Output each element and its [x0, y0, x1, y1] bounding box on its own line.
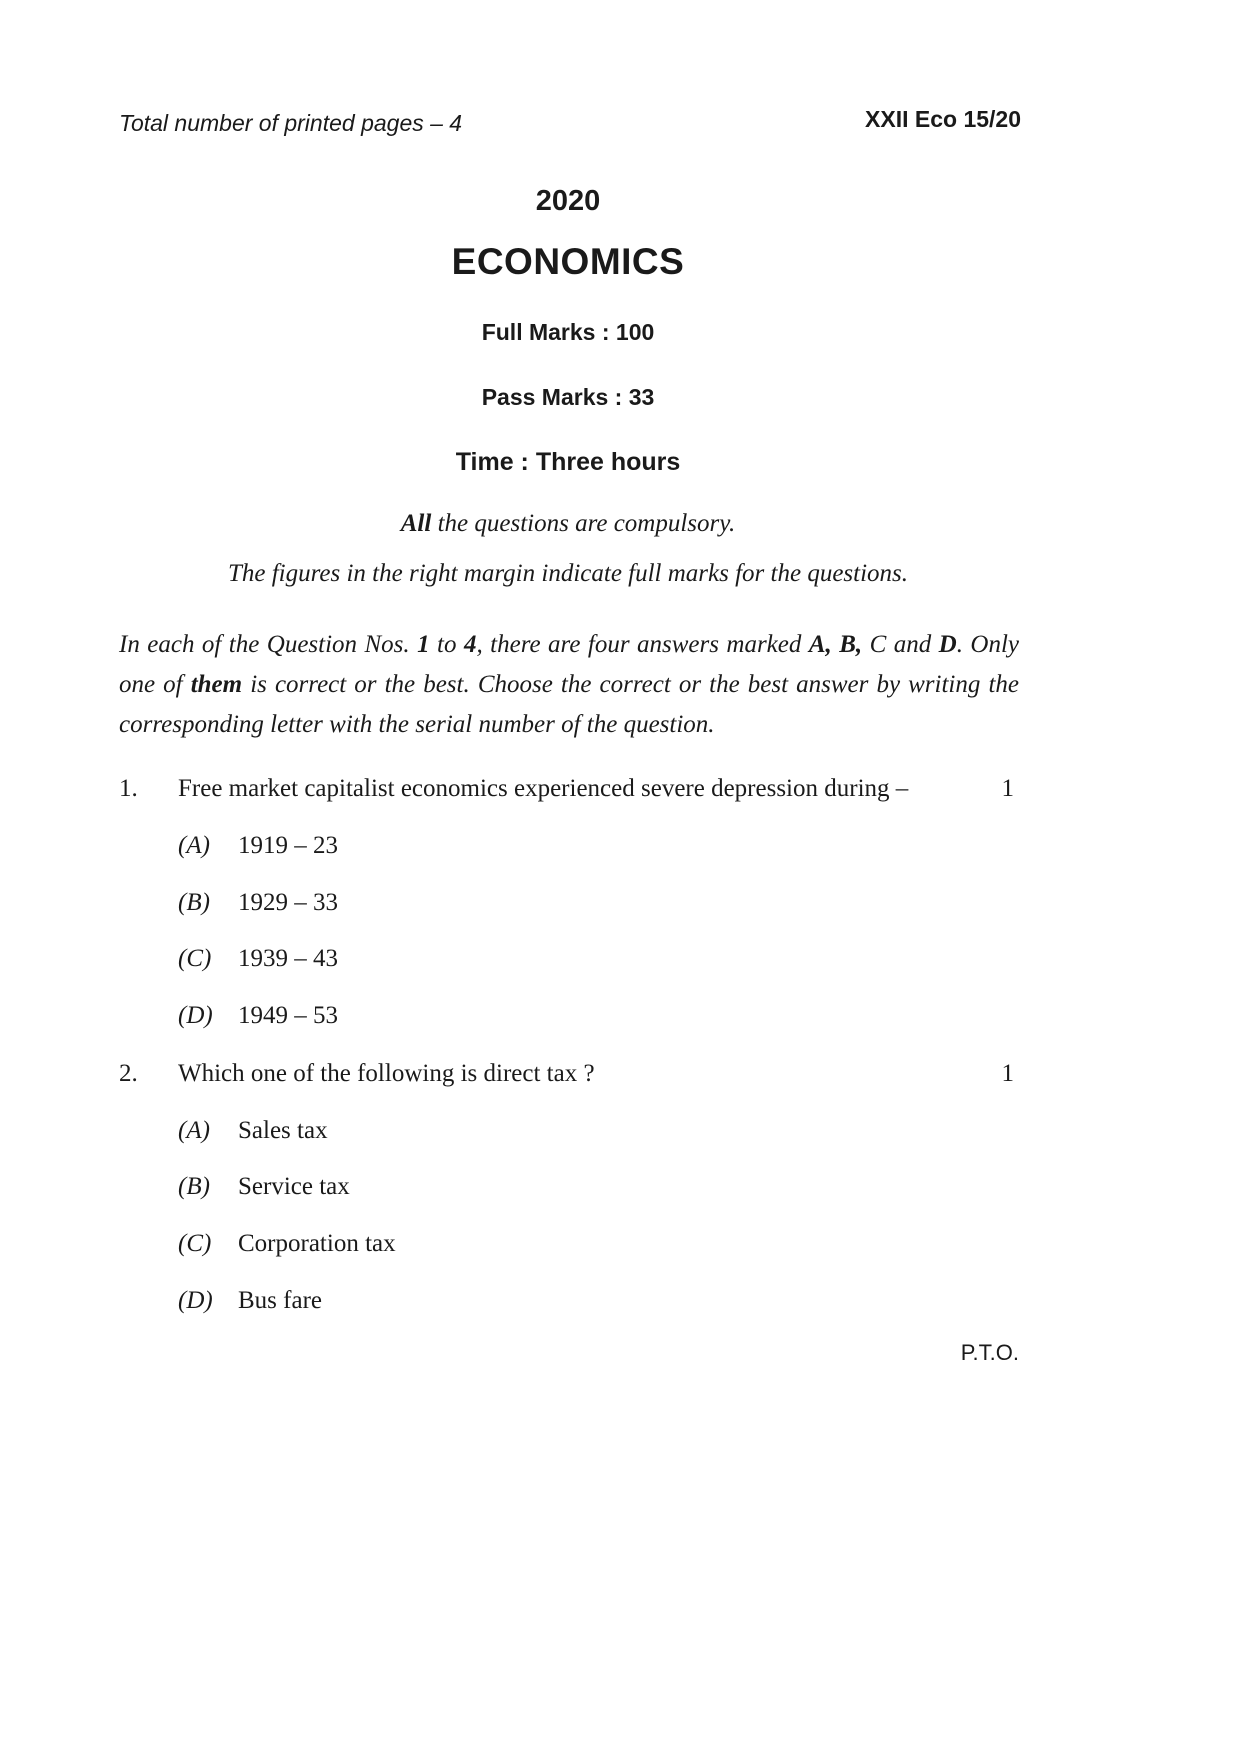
full-marks: Full Marks : 100	[481, 319, 655, 345]
instr-text: , there are four answers marked	[476, 631, 809, 658]
option-label: (B)	[178, 1173, 210, 1200]
margin-note: The figures in the right margin indicate full marks for the questions.	[227, 560, 909, 587]
option-text: 1949 – 53	[238, 1002, 338, 1029]
question-1	[119, 775, 1014, 805]
option-label: (B)	[178, 889, 210, 916]
option-label: (A)	[178, 832, 210, 859]
instr-bold: A, B,	[808, 631, 863, 658]
instr-text: In each of the Question Nos.	[119, 631, 418, 658]
question-text: Which one of the following is direct tax ?	[178, 1060, 595, 1087]
question-number: 2.	[119, 1060, 138, 1087]
compulsory-note-text: the questions are compulsory.	[431, 510, 736, 537]
instr-text: C and	[862, 631, 939, 658]
option-label: (A)	[178, 1117, 210, 1144]
question-marks: 1	[1001, 775, 1014, 802]
exam-year: 2020	[535, 185, 601, 217]
instr-text: . Only one of	[119, 631, 1019, 698]
option-text: 1939 – 43	[238, 945, 338, 972]
compulsory-note-bold: All	[400, 510, 432, 537]
option-text: Bus fare	[238, 1287, 322, 1314]
option-label: (C)	[178, 1230, 212, 1257]
option-label: (C)	[178, 945, 212, 972]
question-text: Free market capitalist economics experienced severe depression during –	[178, 775, 909, 802]
option-text: Sales tax	[238, 1117, 328, 1144]
question-2	[119, 1060, 1014, 1090]
compulsory-note	[0, 510, 1136, 538]
option-label: (D)	[178, 1002, 213, 1029]
instr-bold: D	[938, 631, 957, 658]
question-number: 1.	[119, 775, 138, 802]
pass-marks: Pass Marks : 33	[481, 384, 655, 410]
instr-bold: them	[190, 671, 243, 698]
paper-code: XXII Eco 15/20	[865, 106, 1021, 132]
instr-text: is correct or the best. Choose the correct or the best answer by writing the corresponding letter with the serial number of the question.	[119, 671, 1019, 738]
option-text: 1929 – 33	[238, 889, 338, 916]
instr-bold: 1	[417, 631, 430, 658]
instr-bold: 4	[463, 631, 477, 658]
option-text: Service tax	[238, 1173, 350, 1200]
option-text: Corporation tax	[238, 1230, 396, 1257]
please-turn-over: P.T.O.	[960, 1340, 1019, 1365]
instr-text: to	[429, 631, 464, 658]
question-marks: 1	[1001, 1060, 1014, 1087]
option-label: (D)	[178, 1287, 213, 1314]
printed-pages-note: Total number of printed pages – 4	[119, 110, 463, 136]
instructions	[119, 625, 1019, 745]
subject-title: ECONOMICS	[451, 241, 685, 282]
option-text: 1919 – 23	[238, 832, 338, 859]
exam-time: Time : Three hours	[455, 448, 681, 476]
